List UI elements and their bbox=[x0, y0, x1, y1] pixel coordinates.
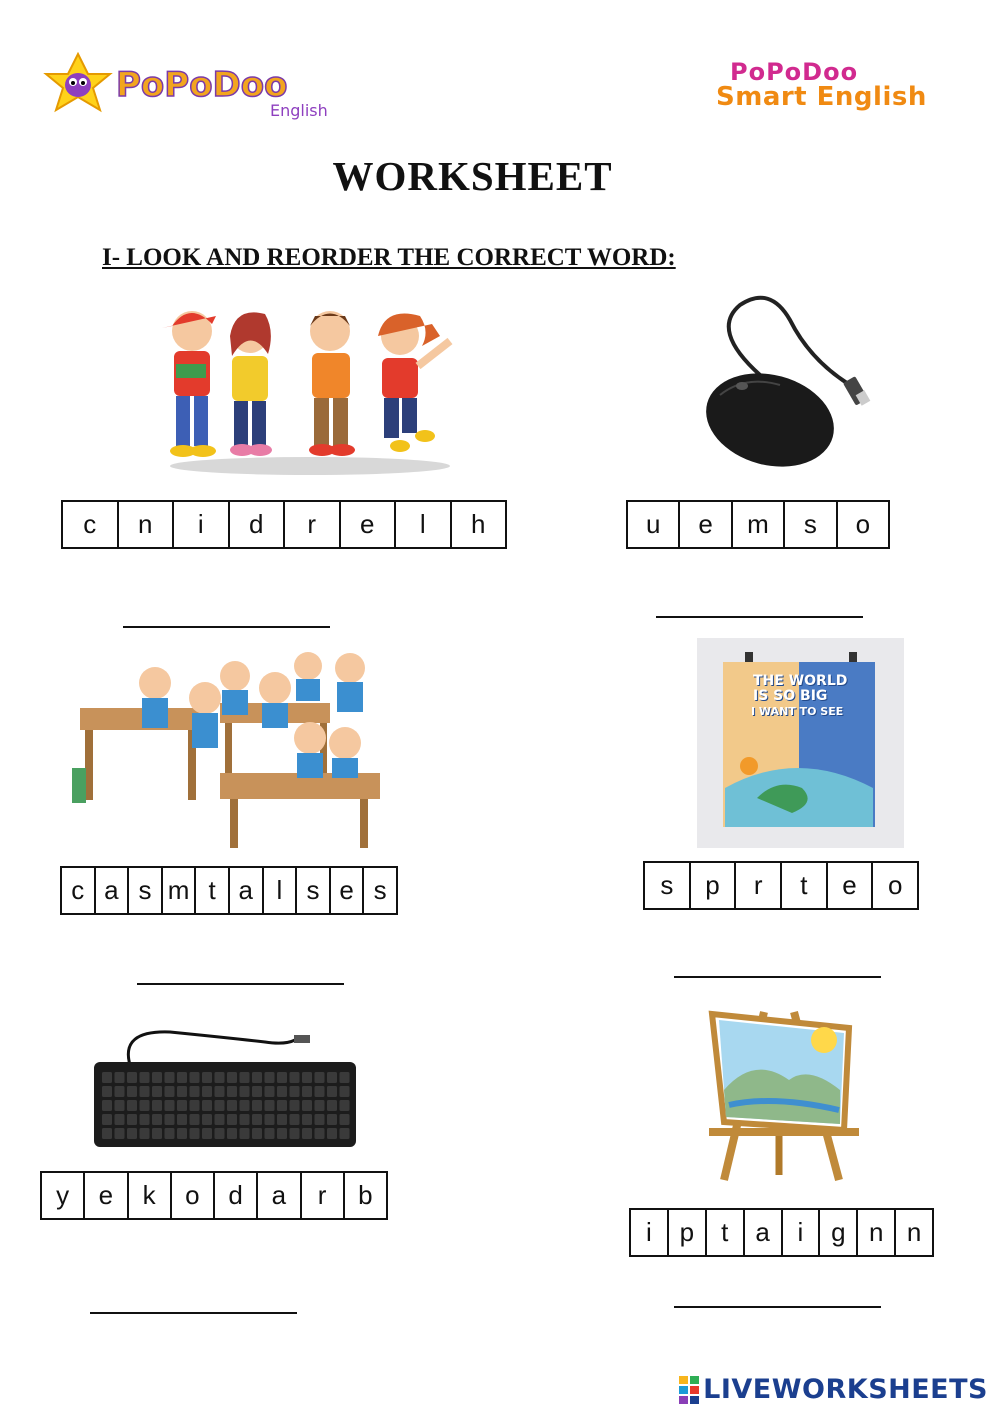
keyboard-key bbox=[102, 1128, 112, 1139]
keyboard-key bbox=[340, 1114, 350, 1125]
keyboard-key bbox=[202, 1100, 212, 1111]
keyboard-key bbox=[252, 1086, 262, 1097]
letter-tile: t bbox=[707, 1210, 745, 1255]
keyboard-key bbox=[215, 1100, 225, 1111]
keyboard-key bbox=[127, 1072, 137, 1083]
letter-tile: t bbox=[196, 868, 230, 913]
keyboard-key bbox=[290, 1072, 300, 1083]
keyboard-key bbox=[327, 1086, 337, 1097]
answer-input-2[interactable] bbox=[656, 588, 867, 618]
letter-tile: s bbox=[129, 868, 163, 913]
keyboard-key bbox=[102, 1114, 112, 1125]
letter-tile: e bbox=[341, 502, 397, 547]
keyboard-picture bbox=[90, 1020, 360, 1150]
keyboard-key bbox=[290, 1128, 300, 1139]
keyboard-key bbox=[290, 1114, 300, 1125]
keyboard-key bbox=[165, 1086, 175, 1097]
poster-picture bbox=[697, 638, 904, 848]
letter-tile: u bbox=[628, 502, 680, 547]
popodoo-smart-english-logo bbox=[716, 58, 966, 114]
keyboard-key bbox=[202, 1072, 212, 1083]
letter-tile: d bbox=[230, 502, 286, 547]
letter-tile: e bbox=[85, 1173, 128, 1218]
letter-tile: a bbox=[745, 1210, 783, 1255]
keyboard-key bbox=[115, 1100, 125, 1111]
keyboard-key bbox=[227, 1100, 237, 1111]
keyboard-key bbox=[152, 1072, 162, 1083]
letters-item-2 bbox=[626, 500, 890, 549]
letter-tile: p bbox=[669, 1210, 707, 1255]
keyboard-key bbox=[115, 1114, 125, 1125]
letter-tile: c bbox=[63, 502, 119, 547]
keyboard-key bbox=[215, 1086, 225, 1097]
liveworksheets-icon bbox=[679, 1376, 699, 1404]
keyboard-key bbox=[315, 1128, 325, 1139]
keyboard-key bbox=[240, 1072, 250, 1083]
letter-tile: a bbox=[96, 868, 130, 913]
logo-left-sub-text: English bbox=[270, 101, 328, 120]
letter-tile: e bbox=[828, 863, 874, 908]
letters-item-6 bbox=[629, 1208, 934, 1257]
keyboard-key bbox=[340, 1128, 350, 1139]
keyboard-key bbox=[202, 1128, 212, 1139]
keyboard-key bbox=[190, 1114, 200, 1125]
letter-tile: p bbox=[691, 863, 737, 908]
keyboard-key bbox=[315, 1114, 325, 1125]
letter-tile: d bbox=[215, 1173, 258, 1218]
logo-left-main-text: PoPoDoo bbox=[116, 65, 288, 105]
section-heading: I- LOOK AND REORDER THE CORRECT WORD: bbox=[102, 244, 676, 271]
keyboard-key bbox=[202, 1086, 212, 1097]
keyboard-key bbox=[190, 1072, 200, 1083]
letter-tile: n bbox=[858, 1210, 896, 1255]
keyboard-key bbox=[152, 1086, 162, 1097]
letter-tile: s bbox=[373, 875, 387, 905]
keyboard-key bbox=[115, 1086, 125, 1097]
keyboard-key bbox=[252, 1100, 262, 1111]
letter-tile: a bbox=[258, 1173, 301, 1218]
keyboard-key bbox=[115, 1128, 125, 1139]
keyboard-key bbox=[340, 1086, 350, 1097]
poster-line2: IS SO BIG bbox=[753, 688, 828, 704]
keyboard-key bbox=[290, 1086, 300, 1097]
logo-right-line1: PoPoDoo bbox=[730, 58, 859, 86]
letter-tile: h bbox=[471, 509, 486, 539]
liveworksheets-text: LIVEWORKSHEETS bbox=[703, 1374, 988, 1405]
keyboard-key bbox=[327, 1072, 337, 1083]
answer-line-5 bbox=[90, 1312, 297, 1314]
keyboard-key bbox=[227, 1128, 237, 1139]
keyboard-key bbox=[315, 1100, 325, 1111]
keyboard-key bbox=[265, 1100, 275, 1111]
keyboard-key bbox=[140, 1128, 150, 1139]
letter-tile: l bbox=[264, 868, 298, 913]
keyboard-key bbox=[227, 1072, 237, 1083]
keyboard-key bbox=[302, 1128, 312, 1139]
keyboard-key bbox=[302, 1086, 312, 1097]
keyboard-key bbox=[277, 1128, 287, 1139]
letter-tile: e bbox=[331, 868, 365, 913]
poster-line3: I WANT TO SEE bbox=[751, 705, 844, 718]
keyboard-key bbox=[265, 1086, 275, 1097]
keyboard-key bbox=[152, 1100, 162, 1111]
letter-tile: o bbox=[855, 509, 871, 539]
answer-input-5[interactable] bbox=[90, 1284, 301, 1314]
letter-tile: r bbox=[736, 863, 782, 908]
children-picture bbox=[150, 296, 470, 476]
poster-line1: THE WORLD bbox=[753, 673, 848, 689]
keyboard-key bbox=[165, 1114, 175, 1125]
keyboard-key bbox=[327, 1114, 337, 1125]
keyboard-key bbox=[102, 1100, 112, 1111]
keyboard-key bbox=[152, 1128, 162, 1139]
letter-tile: o bbox=[887, 870, 903, 900]
letters-item-4 bbox=[643, 861, 919, 910]
keyboard-key bbox=[315, 1086, 325, 1097]
keyboard-key bbox=[177, 1086, 187, 1097]
letter-tile: r bbox=[302, 1173, 345, 1218]
letter-tile: c bbox=[62, 868, 96, 913]
keyboard-key bbox=[227, 1114, 237, 1125]
keyboard-key bbox=[190, 1128, 200, 1139]
letter-tile: i bbox=[783, 1210, 821, 1255]
letter-tile: s bbox=[297, 868, 331, 913]
keyboard-key bbox=[240, 1100, 250, 1111]
computer-mouse-picture bbox=[700, 290, 880, 475]
keyboard-key bbox=[102, 1086, 112, 1097]
keyboard-key bbox=[215, 1128, 225, 1139]
keyboard-key bbox=[140, 1072, 150, 1083]
keyboard-key bbox=[102, 1072, 112, 1083]
keyboard-key bbox=[315, 1072, 325, 1083]
keyboard-key bbox=[327, 1100, 337, 1111]
keyboard-key bbox=[327, 1128, 337, 1139]
keyboard-key bbox=[277, 1072, 287, 1083]
letter-tile: b bbox=[358, 1180, 373, 1210]
keyboard-key bbox=[215, 1072, 225, 1083]
keyboard-key bbox=[265, 1128, 275, 1139]
answer-input-4[interactable] bbox=[674, 948, 885, 978]
keyboard-key bbox=[277, 1100, 287, 1111]
keyboard-key bbox=[127, 1086, 137, 1097]
keyboard-key bbox=[240, 1128, 250, 1139]
letter-tile: m bbox=[733, 502, 785, 547]
letter-tile: i bbox=[174, 502, 230, 547]
keyboard-key bbox=[165, 1128, 175, 1139]
keyboard-key bbox=[165, 1100, 175, 1111]
answer-input-1[interactable] bbox=[123, 598, 334, 628]
keyboard-key bbox=[265, 1072, 275, 1083]
keyboard-key bbox=[152, 1114, 162, 1125]
answer-input-3[interactable] bbox=[137, 955, 348, 985]
keyboard-key bbox=[177, 1100, 187, 1111]
keyboard-key bbox=[277, 1114, 287, 1125]
keyboard-key bbox=[252, 1114, 262, 1125]
liveworksheets-brand[interactable] bbox=[679, 1374, 988, 1405]
keyboard-key bbox=[340, 1100, 350, 1111]
keyboard-key bbox=[277, 1086, 287, 1097]
keyboard-key bbox=[190, 1086, 200, 1097]
letter-tile: n bbox=[906, 1217, 922, 1247]
letter-tile: s bbox=[645, 863, 691, 908]
answer-line-2 bbox=[656, 616, 863, 618]
answer-line-3 bbox=[137, 983, 344, 985]
letter-tile: i bbox=[631, 1210, 669, 1255]
keyboard-key bbox=[252, 1128, 262, 1139]
popodoo-english-logo bbox=[38, 52, 358, 122]
keyboard-key bbox=[140, 1086, 150, 1097]
answer-line-1 bbox=[123, 626, 330, 628]
keyboard-key bbox=[240, 1086, 250, 1097]
logo-right-line2: Smart English bbox=[716, 82, 927, 112]
keyboard-key bbox=[190, 1100, 200, 1111]
letter-tile: a bbox=[230, 868, 264, 913]
letter-tile: t bbox=[782, 863, 828, 908]
letter-tile: e bbox=[680, 502, 732, 547]
keyboard-key bbox=[115, 1072, 125, 1083]
keyboard-key bbox=[215, 1114, 225, 1125]
keyboard-key bbox=[177, 1114, 187, 1125]
keyboard-key bbox=[227, 1086, 237, 1097]
answer-line-6 bbox=[674, 1306, 881, 1308]
letter-tile: s bbox=[785, 502, 837, 547]
letters-item-1 bbox=[61, 500, 507, 549]
keyboard-key bbox=[127, 1100, 137, 1111]
keyboard-key bbox=[127, 1114, 137, 1125]
keyboard-key bbox=[177, 1128, 187, 1139]
keyboard-key bbox=[140, 1100, 150, 1111]
keyboard-key bbox=[302, 1114, 312, 1125]
letters-item-3 bbox=[60, 866, 398, 915]
letter-tile: g bbox=[820, 1210, 858, 1255]
letter-tile: n bbox=[119, 502, 175, 547]
keyboard-key bbox=[265, 1114, 275, 1125]
page-title: WORKSHEET bbox=[332, 153, 613, 199]
classmates-picture bbox=[70, 648, 380, 848]
keyboard-key bbox=[290, 1100, 300, 1111]
keyboard-key bbox=[177, 1072, 187, 1083]
letter-tile: o bbox=[172, 1173, 215, 1218]
keyboard-key bbox=[252, 1072, 262, 1083]
letter-tile: k bbox=[129, 1173, 172, 1218]
letter-tile: r bbox=[285, 502, 341, 547]
keyboard-key bbox=[140, 1114, 150, 1125]
answer-line-4 bbox=[674, 976, 881, 978]
keyboard-key bbox=[127, 1128, 137, 1139]
keyboard-key bbox=[240, 1114, 250, 1125]
letter-tile: l bbox=[396, 502, 452, 547]
letters-item-5 bbox=[40, 1171, 388, 1220]
answer-input-6[interactable] bbox=[674, 1278, 885, 1308]
keyboard-key bbox=[165, 1072, 175, 1083]
letter-tile: m bbox=[163, 868, 197, 913]
keyboard-key bbox=[302, 1072, 312, 1083]
keyboard-key bbox=[202, 1114, 212, 1125]
keyboard-key bbox=[302, 1100, 312, 1111]
keyboard-key bbox=[340, 1072, 350, 1083]
letter-tile: y bbox=[42, 1173, 85, 1218]
painting-easel-picture bbox=[694, 1000, 882, 1186]
